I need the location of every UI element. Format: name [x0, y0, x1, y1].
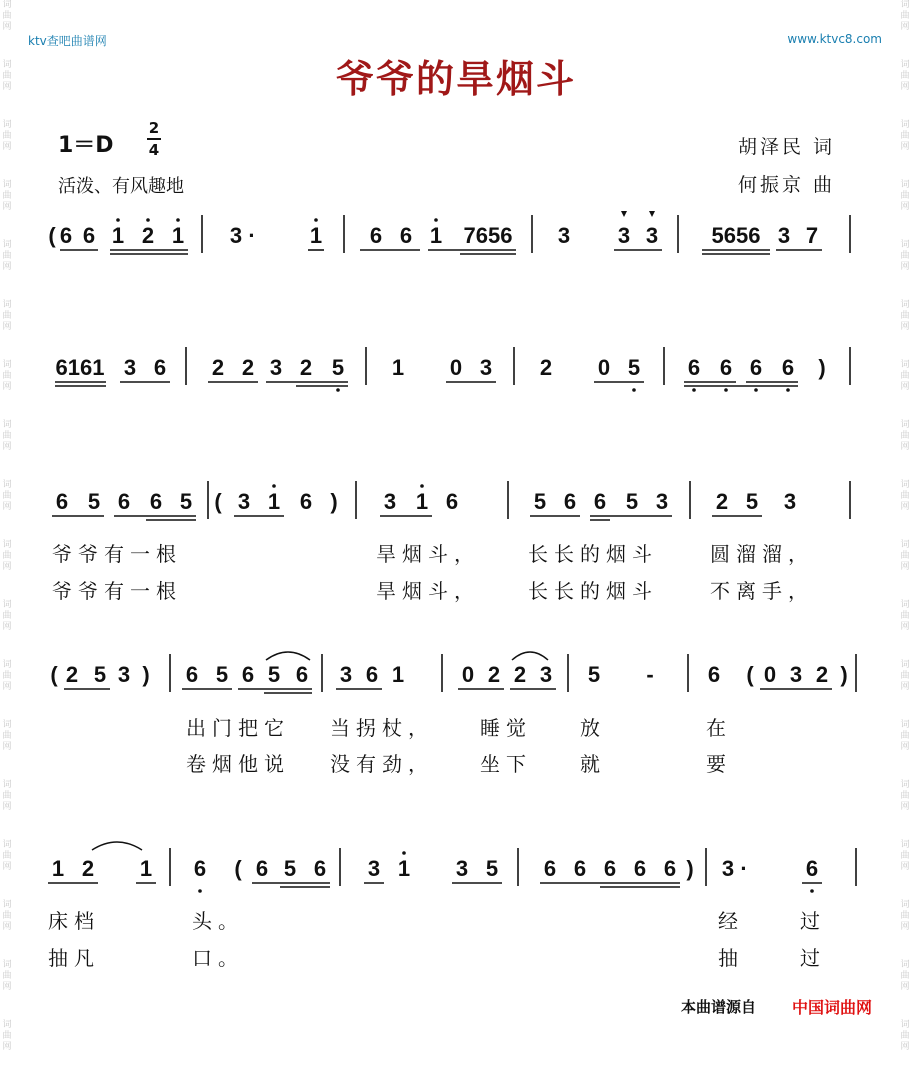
lyric-segment: 头。: [192, 909, 244, 933]
note: 3: [617, 223, 631, 248]
side-watermark-text: 词 曲 网: [900, 240, 910, 272]
note: ): [142, 662, 150, 687]
side-watermark-text: 词 曲 网: [900, 540, 910, 572]
slur: [92, 842, 142, 850]
note: (: [214, 489, 222, 514]
note: 6: [313, 856, 327, 881]
lyric-segment: 在: [706, 716, 732, 740]
side-watermark-text: 词 曲 网: [2, 240, 12, 272]
note: 3: [479, 355, 493, 380]
side-watermark-text: 词 曲 网: [900, 660, 910, 692]
note: 3: [721, 856, 735, 881]
note: 6: [633, 856, 647, 881]
side-watermark-text: 词 曲 网: [2, 780, 12, 812]
note: 1: [391, 355, 405, 380]
note: 1: [309, 223, 323, 248]
note: 3: [229, 223, 243, 248]
note: 2: [81, 856, 95, 881]
octave-dot: [116, 218, 120, 222]
side-watermark-text: 词 曲 网: [2, 300, 12, 332]
side-watermark-text: 词 曲 网: [900, 960, 910, 992]
note: 5: [533, 489, 547, 514]
note: 2: [513, 662, 527, 687]
lyric-segment: 睡觉: [480, 716, 532, 740]
side-watermark-text: 词 曲 网: [900, 900, 910, 932]
note: 6: [543, 856, 557, 881]
note: 0: [597, 355, 611, 380]
note: -: [646, 662, 654, 687]
note: 2: [715, 489, 729, 514]
note: 6: [781, 355, 795, 380]
note: ·: [248, 223, 256, 248]
note: 6: [687, 355, 701, 380]
note: 3: [339, 662, 353, 687]
time-signature-bottom: 4: [148, 141, 160, 159]
composer-credit: 何振京 曲: [738, 174, 836, 196]
note: 1: [171, 223, 185, 248]
lyric-segment: 经: [718, 909, 744, 933]
note: (: [746, 662, 754, 687]
note: 1: [397, 856, 411, 881]
note: ): [840, 662, 848, 687]
note: 3: [455, 856, 469, 881]
note: 6: [153, 355, 167, 380]
note: 2: [487, 662, 501, 687]
side-watermark-text: 词 曲 网: [900, 420, 910, 452]
side-watermark-text: 词 曲 网: [900, 180, 910, 212]
octave-dot: [198, 889, 202, 893]
side-watermark-text: 词 曲 网: [2, 60, 12, 92]
note: 2: [815, 662, 829, 687]
side-watermark-text: 词 曲 网: [900, 840, 910, 872]
note: 1: [415, 489, 429, 514]
lyric-segment: 圆溜溜，: [710, 542, 814, 566]
note: 3: [777, 223, 791, 248]
side-watermark-text: 词 曲 网: [900, 480, 910, 512]
note: 6: [593, 489, 607, 514]
key-signature: 1＝D: [58, 133, 114, 158]
side-watermark-text: 词 曲 网: [2, 360, 12, 392]
octave-dot: [420, 484, 424, 488]
note: 2: [211, 355, 225, 380]
note: 6: [365, 662, 379, 687]
side-watermark-text: 词 曲 网: [2, 720, 12, 752]
side-watermark-text: 词 曲 网: [2, 600, 12, 632]
note: 1: [429, 223, 443, 248]
note: 5: [179, 489, 193, 514]
note: 3: [237, 489, 251, 514]
note: 6: [193, 856, 207, 881]
note: 6: [663, 856, 677, 881]
lyric-segment: 出门把它: [186, 716, 290, 740]
note: ·: [740, 856, 748, 881]
tempo-marking: 活泼、有风趣地: [58, 176, 184, 197]
note: 3: [783, 489, 797, 514]
octave-dot: [176, 218, 180, 222]
note: 5: [93, 662, 107, 687]
note: 6: [603, 856, 617, 881]
song-title: 爷爷的旱烟斗: [335, 57, 576, 101]
note: 2: [65, 662, 79, 687]
note: 6: [59, 223, 73, 248]
lyric-segment: 口。: [192, 946, 244, 970]
octave-dot: [336, 388, 340, 392]
note: ): [686, 856, 694, 881]
lyric-segment: 抽: [718, 946, 744, 970]
side-watermark-text: 词 曲 网: [900, 0, 910, 32]
note: 6: [399, 223, 413, 248]
note: 6: [563, 489, 577, 514]
note: 5: [267, 662, 281, 687]
footer-source-site[interactable]: 中国词曲网: [792, 998, 873, 1017]
note: ): [330, 489, 338, 514]
note: 6: [749, 355, 763, 380]
slur: [512, 652, 548, 660]
octave-dot: [314, 218, 318, 222]
note: 0: [763, 662, 777, 687]
accent-mark: [649, 211, 655, 217]
side-watermark-text: 词 曲 网: [2, 540, 12, 572]
note: 3: [789, 662, 803, 687]
note: 6: [299, 489, 313, 514]
note: 3: [655, 489, 669, 514]
note: 6: [707, 662, 721, 687]
lyric-segment: 抽凡: [48, 946, 100, 970]
lyric-segment: 就: [580, 752, 606, 776]
note: 6: [445, 489, 459, 514]
side-watermark-text: 词 曲 网: [2, 480, 12, 512]
note: 5: [283, 856, 297, 881]
note: 5: [215, 662, 229, 687]
side-watermark-text: 词 曲 网: [2, 180, 12, 212]
side-watermark-text: 词 曲 网: [2, 1020, 12, 1052]
note: 6: [805, 856, 819, 881]
side-watermark-text: 词 曲 网: [2, 660, 12, 692]
note: 5: [331, 355, 345, 380]
note: 5: [627, 355, 641, 380]
octave-dot: [632, 388, 636, 392]
note: 5656: [711, 223, 761, 248]
side-watermark-text: 词 曲 网: [900, 780, 910, 812]
octave-dot: [692, 388, 696, 392]
side-watermark-text: 词 曲 网: [900, 720, 910, 752]
note: 3: [645, 223, 659, 248]
lyric-segment: 要: [706, 752, 732, 776]
note: 3: [123, 355, 137, 380]
note: 6: [719, 355, 733, 380]
lyric-segment: 卷烟他说: [186, 752, 290, 776]
note: 6: [149, 489, 163, 514]
note: 3: [383, 489, 397, 514]
note: 3: [117, 662, 131, 687]
note: 1: [111, 223, 125, 248]
source-site-right[interactable]: www.ktvc8.com: [787, 32, 882, 46]
note: 6: [55, 489, 69, 514]
accent-mark: [621, 211, 627, 217]
note: 2: [241, 355, 255, 380]
lyric-segment: 过: [800, 946, 826, 970]
source-site-left[interactable]: ktv查吧曲谱网: [28, 34, 107, 48]
footer-source-label: 本曲谱源自: [681, 998, 757, 1016]
lyricist-credit: 胡泽民 词: [738, 136, 836, 158]
note: 7656: [463, 223, 513, 248]
note: 6: [82, 223, 96, 248]
note: 2: [141, 223, 155, 248]
note: 6161: [55, 355, 105, 380]
lyric-segment: 放: [580, 716, 606, 740]
side-watermark-text: 词 曲 网: [2, 120, 12, 152]
note: 5: [587, 662, 601, 687]
note: 0: [461, 662, 475, 687]
note: 6: [185, 662, 199, 687]
note: 2: [299, 355, 313, 380]
time-signature-top: 2: [148, 119, 160, 137]
note: 3: [367, 856, 381, 881]
note: 5: [745, 489, 759, 514]
note: (: [50, 662, 58, 687]
side-watermark-text: 词 曲 网: [2, 420, 12, 452]
side-watermark-text: 词 曲 网: [2, 960, 12, 992]
octave-dot: [754, 388, 758, 392]
side-watermark-text: 词 曲 网: [900, 300, 910, 332]
side-watermark-text: 词 曲 网: [2, 0, 12, 32]
note: 6: [255, 856, 269, 881]
side-watermark-text: 词 曲 网: [900, 120, 910, 152]
slur: [266, 652, 310, 660]
note: 1: [139, 856, 153, 881]
octave-dot: [724, 388, 728, 392]
note: (: [48, 223, 56, 248]
side-watermark-text: 词 曲 网: [2, 900, 12, 932]
octave-dot: [434, 218, 438, 222]
note: (: [234, 856, 242, 881]
note: 5: [485, 856, 499, 881]
note: 5: [87, 489, 101, 514]
octave-dot: [272, 484, 276, 488]
lyric-segment: 当拐杖，: [330, 716, 434, 740]
lyric-segment: 坐下: [480, 752, 532, 776]
note: 6: [241, 662, 255, 687]
lyric-segment: 长长的烟斗: [528, 542, 658, 566]
side-watermark-text: 词 曲 网: [900, 600, 910, 632]
note: 1: [267, 489, 281, 514]
lyric-segment: 没有劲，: [330, 752, 434, 776]
lyric-segment: 旱烟斗，: [376, 542, 480, 566]
note: 1: [51, 856, 65, 881]
side-watermark-text: 词 曲 网: [900, 1020, 910, 1052]
note: 6: [573, 856, 587, 881]
note: 3: [539, 662, 553, 687]
octave-dot: [810, 889, 814, 893]
lyric-segment: 旱烟斗，: [376, 579, 480, 603]
note: 5: [625, 489, 639, 514]
note: 2: [539, 355, 553, 380]
lyric-segment: 不离手，: [710, 579, 814, 603]
note: 0: [449, 355, 463, 380]
lyric-segment: 爷爷有一根: [52, 579, 182, 603]
note: 6: [295, 662, 309, 687]
note: 6: [117, 489, 131, 514]
note: 7: [805, 223, 819, 248]
lyric-segment: 床档: [48, 909, 100, 933]
octave-dot: [786, 388, 790, 392]
note: 6: [369, 223, 383, 248]
note: 3: [269, 355, 283, 380]
lyric-segment: 过: [800, 909, 826, 933]
side-watermark-text: 词 曲 网: [900, 360, 910, 392]
octave-dot: [402, 851, 406, 855]
note: ): [818, 355, 826, 380]
note: 3: [557, 223, 571, 248]
side-watermark-text: 词 曲 网: [900, 60, 910, 92]
side-watermark-text: 词 曲 网: [2, 840, 12, 872]
octave-dot: [146, 218, 150, 222]
lyric-segment: 长长的烟斗: [528, 579, 658, 603]
note: 1: [391, 662, 405, 687]
lyric-segment: 爷爷有一根: [52, 542, 182, 566]
